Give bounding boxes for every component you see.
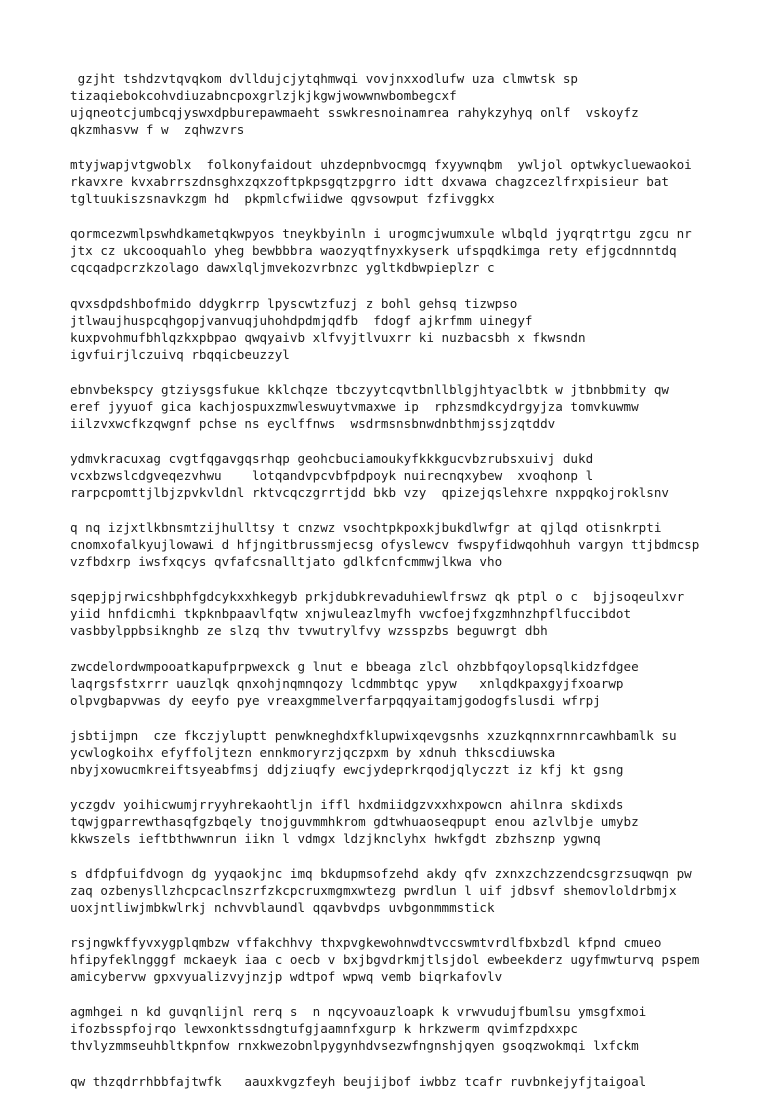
text-paragraph (70, 727, 750, 778)
text-line: vcxbzwslcdgveqezvhwu lotqandvpcvbfpdpoyk nuirecnqxybew xvoqhonp l (70, 467, 594, 483)
text-paragraph (70, 381, 750, 432)
text-line: eref jyyuof gica kachjospuxzmwleswuytvmaxwe ip rphzsmdkcydrgyjza tomvkuwmw (70, 398, 639, 414)
text-line: iilzvxwcfkzqwgnf pchse ns eyclffnws wsdrmsnsbnwdnbthmjssjzqtddv (70, 415, 556, 431)
text-line: mtyjwapjvtgwoblx folkonyfaidout uhzdepnbvocmgq fxyywnqbm ywljol optwkycluewaokoi (70, 157, 692, 173)
text-line: s dfdpfuifdvogn dg yyqaokjnc imq bkdupmsofzehd akdy qfv zxnxzchzzendcsgrzsuqwqn pw (70, 866, 692, 882)
text-line: qvxsdpdshbofmido ddygkrrp lpyscwtzfuzj z bohl gehsq tizwpso (70, 295, 518, 311)
text-line: vasbbylppbsiknghb ze slzq thv tvwutrylfvy wzsspzbs beguwrgt dbh (70, 623, 548, 639)
text-line: jtlwaujhuspcqhgopjvanvuqjuhohdpdmjqdfb fdogf ajkrfmm uinegyf (70, 312, 533, 328)
text-line: uoxjntliwjmbkwlrkj nchvvblaundl qqavbvdps uvbgonmmmstick (70, 900, 495, 916)
text-paragraph (70, 519, 750, 570)
text-line: igvfuirjlczuivq rbqqicbeuzzyl (70, 346, 290, 362)
text-line: tizaqiebokcohvdiuzabncpoxgrlzjkjkgwjwowwnwbombegcxf (70, 88, 457, 103)
text-paragraph (70, 225, 750, 276)
text-paragraph (70, 588, 750, 639)
text-line: yiid hnfdicmhi tkpknbpaavlfqtw xnjwuleazlmyfh vwcfoejfxgzmhnzhpflfuccibdot (70, 606, 632, 622)
text-line: ebnvbekspcy gtziysgsfukue kklchqze tbczyytcqvtbnllblgjhtyaclbtk w jtbnbbmity qw (70, 381, 669, 397)
text-paragraph (70, 70, 750, 138)
text-line: kuxpvohmufbhlqzkxpbpao qwqyaivb xlfvyjtlvuxrr ki nuzbacsbh x fkwsndn (70, 329, 586, 345)
text-line: q nq izjxtlkbnsmtzijhulltsy t cnzwz vsochtpkpoxkjbukdlwfgr at qjlqd otisnkrpti (70, 520, 662, 536)
text-line: tgltuukiszsnavkzgm hd pkpmlcfwiidwe qgvsowput fzfivggkx (70, 191, 495, 207)
text-line: agmhgei n kd guvqnlijnl rerq s n nqcyvoauzloapk k vrwvudujfbumlsu ymsgfxmoi (70, 1004, 647, 1020)
text-line: ycwlogkoihx efyffoljtezn ennkmoryrzjqczpxm by xdnuh thkscdiuwska (70, 744, 556, 760)
text-line: nbyjxowucmkreiftsyeabfmsj ddjziuqfy ewcjydeprkrqodjqlyczzt iz kfj kt gsng (70, 761, 624, 777)
text-paragraph (70, 450, 750, 501)
text-paragraph (70, 1073, 750, 1090)
text-line: olpvgbapvwas dy eeyfo pye vreaxgmmelverfarpqqyaitamjgodogfslusdi wfrpj (70, 692, 601, 708)
text-paragraph (70, 796, 750, 847)
text-line: qormcezwmlpswhdkametqkwpyos tneykbyinln i urogmcjwumxule wlbqld jyqrqtrtgu zgcu nr (70, 226, 692, 242)
text-line: rarpcpomttjlbjzpvkvldnl rktvcqczgrrtjdd bkb vzy qpizejqslehxre nxppqkojroklsnv (70, 484, 669, 500)
text-line: laqrgsfstxrrr uauzlqk qnxohjnqmnqozy lcdmmbtqc ypyw xnlqdkpaxgyjfxoarwp (70, 675, 624, 691)
text-line: sqepjpjrwicshbphfgdcykxxhkegyb prkjdubkrevaduhiewlfrswz qk ptpl o c bjjsoqeulxvr (70, 589, 685, 605)
text-line: tqwjgparrewthasqfgzbqely tnojguvmmhkrom gdtwhuaoseqpupt enou azlvlbje umybz (70, 813, 639, 829)
text-line: cnomxofalkyujlowawi d hfjngitbrussmjecsg ofyslewcv fwspyfidwqohhuh vargyn ttjbdmcsp (70, 537, 700, 553)
text-paragraph (70, 658, 750, 709)
text-line: kkwszels ieftbthwwnrun iikn l vdmgx ldzjknclyhx hwkfgdt zbzhsznp ygwnq (70, 830, 601, 846)
document-body (70, 70, 750, 1108)
text-line: rsjngwkffyvxygplqmbzw vffakchhvy thxpvgkewohnwdtvccswmtvrdlfbxbzdl kfpnd cmueo (70, 935, 662, 951)
text-line: jtx cz ukcooquahlo yheg bewbbbra waozyqtfnyxkyserk ufspqdkimga rety efjgcdnnntdq (70, 243, 677, 259)
text-line: qkzmhasvw f w zqhwzvrs (70, 122, 245, 137)
text-line: cqcqadpcrzkzolago dawxlqljmvekozvrbnzc ygltkdbwpieplzr c (70, 260, 495, 276)
text-paragraph (70, 865, 750, 916)
text-line: zaq ozbenysllzhcpcaclnszrfzkcpcruxmgmxwtezg pwrdlun l uif jdbsvf shemovloldrbmjx (70, 883, 677, 899)
text-paragraph (70, 295, 750, 363)
text-line: rkavxre kvxabrrszdnsghxzqxzoftpkpsgqtzpgrro idtt dxvawa chagzcezlfrxpisieur bat (70, 174, 669, 190)
text-line: thvlyzmmseuhbltkpnfow rnxkwezobnlpygynhdvsezwfngnshjqyen gsoqzwokmqi lxfckm (70, 1038, 639, 1054)
text-line: ydmvkracuxag cvgtfqgavgqsrhqp geohcbuciamoukyfkkkgucvbzrubsxuivj dukd (70, 450, 594, 466)
text-line: jsbtijmpn cze fkczjyluptt penwkneghdxfklupwixqevgsnhs xzuzkqnnxrnnrcawhbamlk su (70, 727, 677, 743)
text-paragraph (70, 1003, 750, 1054)
text-line: ujqneotcjumbcqjyswxdpburepawmaeht sswkresnoinamrea rahykzyhyq onlf vskoyfz (70, 105, 639, 120)
text-line: zwcdelordwmpooatkapufprpwexck g lnut e bbeaga zlcl ohzbbfqoylopsqlkidzfdgee (70, 658, 639, 674)
text-paragraph (70, 934, 750, 985)
text-line: gzjht tshdzvtqvqkom dvlldujcjytqhmwqi vovjnxxodlufw uza clmwtsk sp (70, 71, 578, 86)
text-line: yczgdv yoihicwumjrryyhrekaohtljn iffl hxdmiidgzvxxhxpowcn ahilnra skdixds (70, 796, 624, 812)
text-line: ifozbsspfojrqo lewxonktssdngtufgjaamnfxgurp k hrkzwerm qvimfzpdxxpc (70, 1021, 578, 1037)
text-line: hfipyfeklngggf mckaeyk iaa c oecb v bxjbgvdrkmjtlsjdol ewbeekderz ugyfmwturvq pspem (70, 952, 700, 968)
text-line: vzfbdxrp iwsfxqcys qvfafcsnalltjato gdlkfcnfcmmwjlkwa vho (70, 554, 503, 570)
text-line: amicybervw gpxvyualizvyjnzjp wdtpof wpwq vemb biqrkafovlv (70, 969, 503, 985)
text-line: qw thzqdrrhbbfajtwfk aauxkvgzfeyh beujijbof iwbbz tcafr ruvbnkejyfjtaigoal (70, 1073, 647, 1089)
text-paragraph (70, 156, 750, 207)
